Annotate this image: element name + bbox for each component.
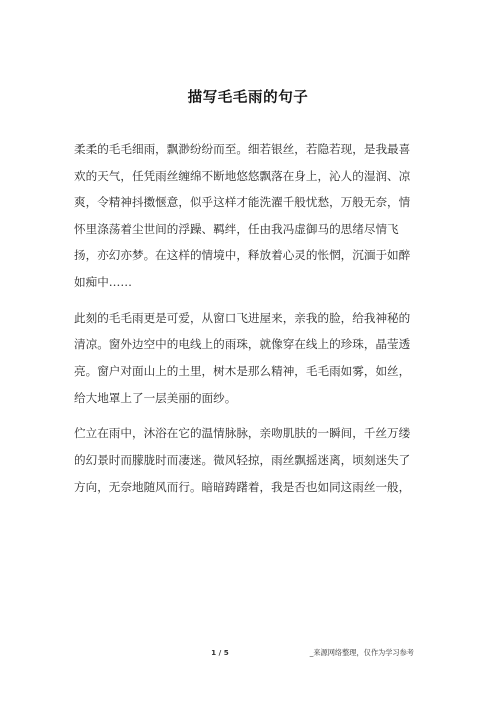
- text-line: 伫立在雨中，沐浴在它的温情脉脉，亲吻肌肤的一瞬间，千丝万缕: [74, 426, 411, 441]
- text-line: 柔柔的毛毛细雨，飘渺纷纷而至。细若银丝，若隐若现，是我最喜: [74, 142, 411, 156]
- source-note: _来源网络整理，仅作为学习参考: [309, 648, 414, 657]
- page-footer: [74, 648, 426, 664]
- text-line: 方向，无奈地随风而行。暗暗踌躇着，我是否也如同这雨丝一般，: [74, 479, 411, 494]
- text-line: 此刻的毛毛雨更是可爱，从窗口飞进屋来，亲我的脸，给我神秘的: [74, 310, 411, 325]
- page-title: 描写毛毛雨的句子: [187, 90, 309, 106]
- text-line: 亮。窗户对面山上的土里，树木是那么精神，毛毛雨如雾，如丝，: [74, 363, 411, 378]
- text-line: 清凉。窗外边空中的电线上的雨珠，就像穿在线上的珍珠，晶莹透: [74, 337, 411, 352]
- paragraph-3: [74, 420, 426, 500]
- text-line: 爽，令精神抖擞惬意，似乎这样才能洗濯千般忧愁，万般无奈，情: [74, 195, 411, 210]
- document-body: [74, 136, 426, 509]
- text-line: 给大地罩上了一层美丽的面纱。: [74, 390, 237, 405]
- page-number: 1 / 5: [211, 648, 229, 657]
- paragraph-2: [74, 305, 426, 411]
- text-line: 扬，亦幻亦梦。在这样的情境中，释放着心灵的怅惘，沉湎于如醉: [74, 248, 411, 263]
- paragraph-1: [74, 136, 426, 296]
- text-line: 的幻景时而朦胧时而凄迷。微风轻掠，雨丝飘摇迷离，顷刻迷失了: [74, 452, 411, 467]
- text-line: 如痴中……: [74, 274, 132, 289]
- text-line: 怀里涤荡着尘世间的浮躁、羁绊，任由我冯虚御马的思绪尽情飞: [74, 221, 399, 236]
- text-line: 欢的天气，任凭雨丝缠绵不断地悠悠飘落在身上，沁人的湿润、凉: [74, 168, 411, 183]
